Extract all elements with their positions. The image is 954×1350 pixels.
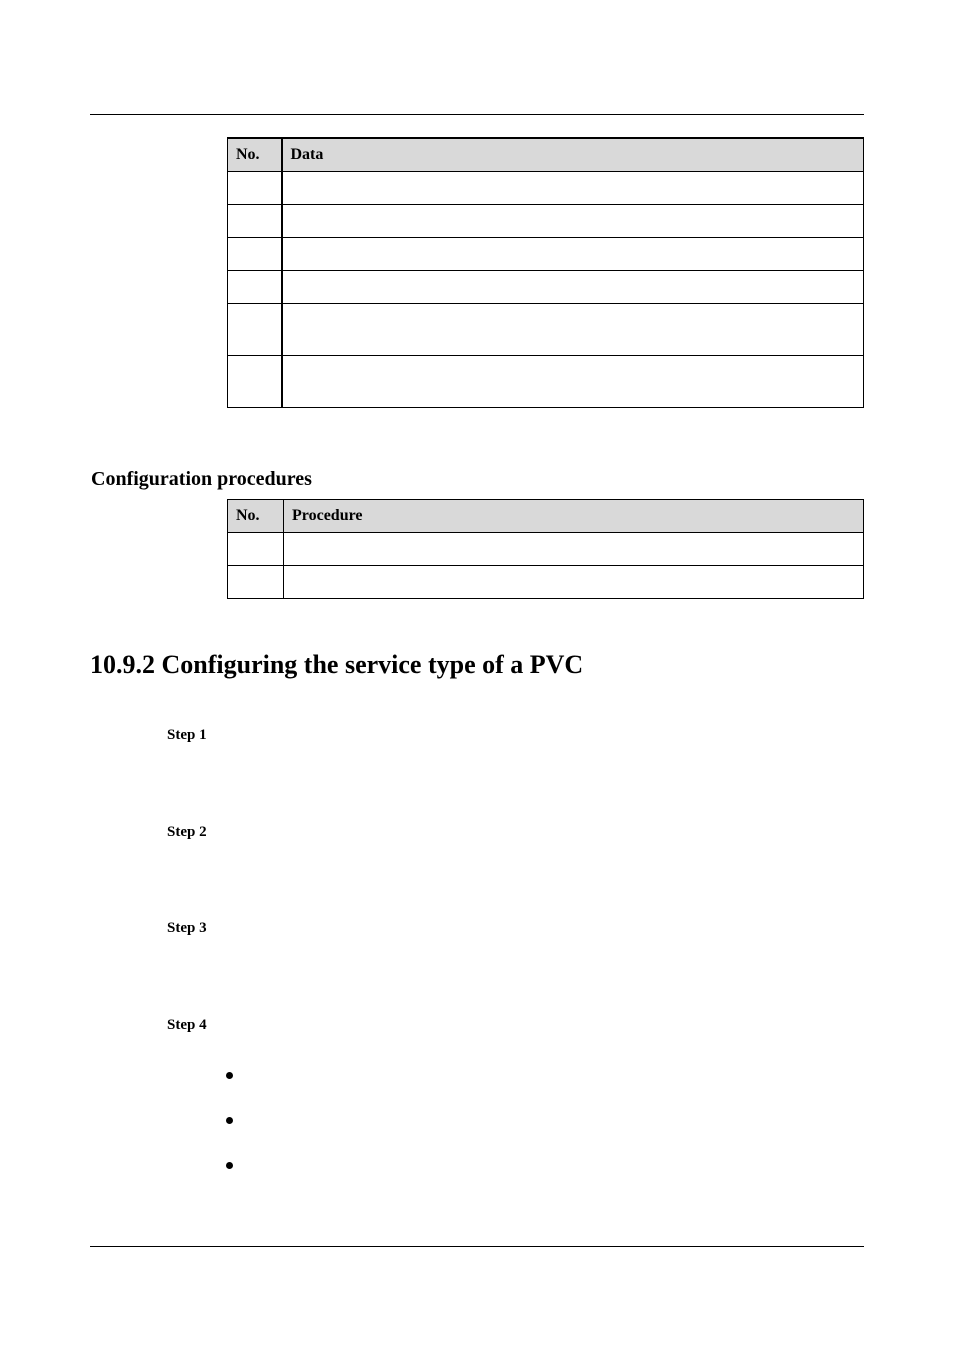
table-row <box>228 238 864 271</box>
column-header-no: No. <box>228 500 284 533</box>
table-cell-data <box>282 271 864 304</box>
table-cell-data <box>282 172 864 205</box>
table-row <box>228 566 864 599</box>
table-cell-procedure <box>284 533 864 566</box>
step-label-2: Step 2 <box>167 824 207 840</box>
table-row <box>228 172 864 205</box>
step-label-4: Step 4 <box>167 1017 207 1033</box>
table-cell-data <box>282 356 864 408</box>
procedure-table <box>227 499 864 599</box>
bullet-point <box>226 1117 233 1124</box>
table-row <box>228 356 864 408</box>
table-cell-no <box>228 533 284 566</box>
data-table <box>227 137 864 408</box>
step-label-3: Step 3 <box>167 920 207 936</box>
footer-rule <box>90 1246 864 1247</box>
table-header-row <box>228 500 864 533</box>
table-cell-no <box>228 304 282 356</box>
table-cell-no <box>228 271 282 304</box>
column-header-data: Data <box>282 138 864 172</box>
table-row <box>228 304 864 356</box>
table-row <box>228 533 864 566</box>
bullet-point <box>226 1072 233 1079</box>
table-row <box>228 271 864 304</box>
table-cell-no <box>228 566 284 599</box>
bullet-point <box>226 1162 233 1169</box>
table-cell-data <box>282 205 864 238</box>
table-row <box>228 205 864 238</box>
column-header-no: No. <box>228 138 282 172</box>
table-header-row <box>228 138 864 172</box>
column-header-procedure: Procedure <box>284 500 864 533</box>
table-cell-no <box>228 238 282 271</box>
header-rule <box>90 114 864 115</box>
step-label-1: Step 1 <box>167 727 207 743</box>
configuration-procedures-heading: Configuration procedures <box>91 468 312 490</box>
table-cell-no <box>228 356 282 408</box>
table-cell-data <box>282 238 864 271</box>
section-title: 10.9.2 Configuring the service type of a PVC <box>90 650 584 679</box>
table-cell-no <box>228 172 282 205</box>
table-cell-no <box>228 205 282 238</box>
table-cell-data <box>282 304 864 356</box>
table-cell-procedure <box>284 566 864 599</box>
